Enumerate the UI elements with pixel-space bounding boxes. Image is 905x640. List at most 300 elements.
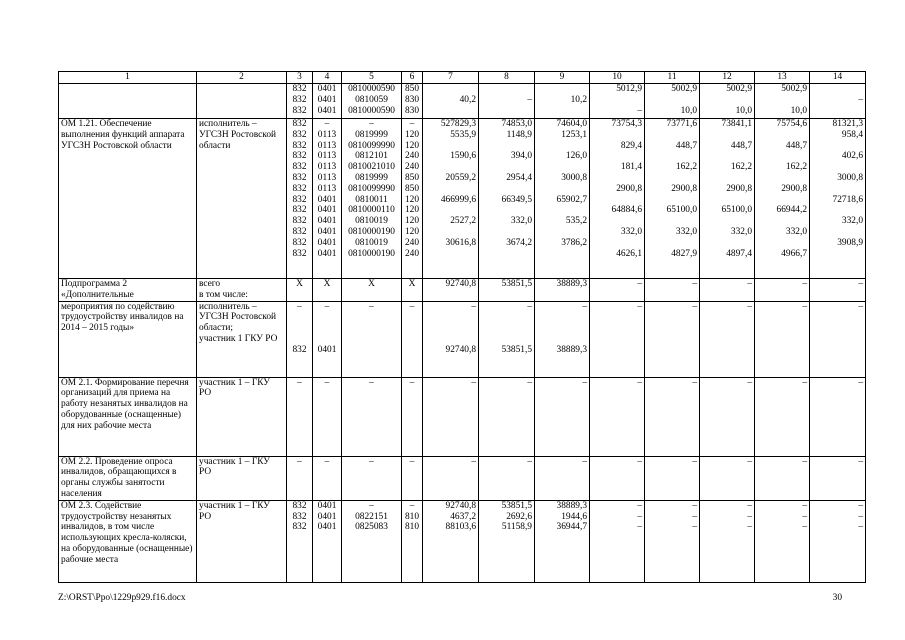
column-number-cell: 10: [590, 72, 645, 84]
cell-line: –: [637, 279, 642, 289]
cell-line: [647, 130, 697, 141]
cell-line: 832: [292, 194, 307, 205]
value-cell: [342, 279, 402, 302]
cell-line: 38889,3: [556, 500, 587, 511]
cell-line: 832: [292, 129, 307, 140]
cell-line: [647, 151, 697, 162]
cell-line: 65100,0: [721, 205, 752, 216]
value-cell: [402, 279, 423, 302]
cell-line: 0810000110: [348, 205, 395, 216]
cell-line: 3674,2: [506, 237, 532, 248]
cell-line: –: [692, 456, 697, 467]
value-cell: [810, 377, 866, 456]
cell-line: 810: [404, 522, 420, 533]
cell-line: –: [409, 119, 415, 129]
cell-line: [702, 173, 752, 184]
value-cell: [313, 119, 342, 279]
value-cell: [342, 456, 402, 500]
cell-line: 332,0: [841, 216, 863, 227]
cell-line: –: [747, 456, 752, 467]
cell-line: 65902,7: [556, 194, 587, 205]
value-cell: [479, 84, 535, 119]
cell-line: 40,2: [459, 94, 476, 105]
cell-line: [481, 141, 532, 152]
column-number-cell: 13: [755, 72, 810, 84]
cell-line: 0401: [317, 226, 337, 237]
value-cell: [313, 279, 342, 302]
cell-line: 120: [404, 140, 420, 151]
cell-line: 162,2: [675, 162, 697, 173]
cell-line: [647, 173, 697, 184]
cell-line: 0810000190: [348, 226, 395, 237]
value-cell: [645, 456, 700, 500]
cell-line: [481, 162, 532, 173]
column-number-row: [59, 72, 866, 84]
cell-line: 75754,6: [776, 119, 807, 129]
cell-line: 832: [292, 162, 307, 173]
cell-line: –: [527, 377, 532, 388]
cell-line: [481, 227, 532, 238]
cell-line: –: [747, 511, 752, 522]
cell-line: –: [692, 279, 697, 289]
cell-line: [592, 95, 642, 106]
cell-line: [592, 130, 642, 141]
cell-line: [592, 216, 642, 227]
cell-line: 829,4: [620, 140, 642, 151]
cell-line: 240: [404, 248, 420, 259]
cell-line: [289, 334, 310, 345]
cell-line: [537, 84, 587, 95]
cell-line: [592, 195, 642, 206]
cell-line: 120: [404, 129, 420, 140]
cell-line: 0401: [317, 522, 337, 533]
cell-line: 332,0: [620, 226, 642, 237]
cell-line: –: [637, 522, 642, 533]
value-cell: [590, 84, 645, 119]
value-cell: [402, 119, 423, 279]
cell-line: [537, 312, 587, 323]
cell-line: [812, 227, 863, 238]
value-cell: [423, 84, 479, 119]
cell-line: –: [802, 279, 807, 289]
cell-line: 3786,2: [561, 237, 587, 248]
cell-line: [481, 249, 532, 260]
cell-line: 3000,8: [561, 172, 587, 183]
cell-line: –: [802, 377, 807, 388]
cell-line: [481, 205, 532, 216]
cell-line: 181,4: [620, 162, 642, 173]
cell-line: –: [637, 456, 642, 467]
cell-line: 402,6: [841, 151, 863, 162]
cell-line: [757, 151, 807, 162]
value-cell: [590, 279, 645, 302]
cell-line: [425, 84, 476, 95]
cell-line: [757, 216, 807, 227]
cell-line: 2900,8: [781, 183, 807, 194]
cell-line: –: [637, 511, 642, 522]
value-cell: [287, 301, 313, 377]
cell-line: 3000,8: [837, 172, 863, 183]
cell-line: [812, 141, 863, 152]
cell-line: 832: [292, 84, 307, 94]
value-cell: [342, 84, 402, 119]
cell-line: –: [324, 119, 330, 129]
cell-line: –: [297, 301, 302, 312]
table-row: [59, 301, 866, 377]
cell-line: 51158,9: [501, 522, 532, 533]
value-cell: [402, 500, 423, 582]
table-row: [59, 500, 866, 582]
column-number-cell: 9: [535, 72, 590, 84]
cell-line: 850: [404, 172, 420, 183]
cell-line: 240: [404, 151, 420, 162]
cell-line: –: [471, 377, 476, 388]
cell-line: –: [692, 301, 697, 312]
executor-cell: участник 1 – ГКУ РО: [197, 377, 287, 456]
value-cell: [287, 84, 313, 119]
cell-line: –: [297, 456, 302, 467]
cell-line: 66944,2: [776, 205, 807, 216]
cell-line: [537, 227, 587, 238]
cell-line: 120: [404, 194, 420, 205]
cell-line: –: [297, 377, 302, 388]
cell-line: 2900,8: [616, 183, 642, 194]
cell-line: [425, 323, 476, 334]
cell-line: 0810000190: [348, 248, 395, 259]
cell-line: 2954,4: [506, 172, 532, 183]
cell-line: 832: [292, 119, 307, 129]
value-cell: [700, 119, 755, 279]
cell-line: –: [582, 377, 587, 388]
cell-line: –: [369, 500, 374, 511]
cell-line: 81321,3: [832, 119, 863, 129]
value-cell: [423, 377, 479, 456]
value-cell: [755, 456, 810, 500]
value-cell: [810, 84, 866, 119]
cell-line: –: [858, 522, 863, 533]
cell-line: 73841,1: [721, 119, 752, 129]
value-cell: [535, 500, 590, 582]
cell-line: 0401: [317, 216, 337, 227]
column-number-cell: 14: [810, 72, 866, 84]
column-number-cell: 12: [700, 72, 755, 84]
cell-line: –: [747, 522, 752, 533]
cell-line: X: [323, 279, 331, 289]
value-cell: [700, 456, 755, 500]
cell-line: 0113: [317, 183, 337, 194]
activity-name-cell: ОМ 2.3. Содействие трудоустройству незанятых инвалидов, в том числе использующих кресла-коляски, на оборудованные (оснащенные) рабочие места: [59, 500, 197, 582]
cell-line: –: [802, 511, 807, 522]
cell-line: 20559,2: [445, 172, 476, 183]
cell-line: –: [692, 500, 697, 511]
cell-line: [812, 106, 863, 117]
cell-line: 527829,3: [440, 119, 476, 129]
cell-line: [647, 95, 697, 106]
cell-line: –: [582, 456, 587, 467]
cell-line: [757, 238, 807, 249]
cell-line: –: [802, 301, 807, 312]
column-number-cell: 5: [342, 72, 402, 84]
cell-line: [757, 195, 807, 206]
cell-line: 832: [292, 500, 307, 511]
value-cell: [810, 301, 866, 377]
cell-line: [812, 249, 863, 260]
value-cell: [810, 456, 866, 500]
value-cell: [700, 84, 755, 119]
cell-line: –: [409, 301, 415, 312]
table-row: [59, 119, 866, 279]
cell-line: [647, 216, 697, 227]
cell-line: 120: [404, 205, 420, 216]
cell-line: 332,0: [675, 226, 697, 237]
cell-line: 1148,9: [506, 129, 532, 140]
cell-line: 832: [292, 172, 307, 183]
value-cell: [479, 279, 535, 302]
cell-line: [812, 184, 863, 195]
cell-line: 0810019: [355, 216, 388, 227]
value-cell: [342, 119, 402, 279]
cell-line: 74604,0: [556, 119, 587, 129]
cell-line: 394,0: [510, 151, 532, 162]
value-cell: [342, 301, 402, 377]
cell-line: [647, 195, 697, 206]
value-cell: [590, 456, 645, 500]
cell-line: 832: [292, 248, 307, 259]
cell-line: 5002,9: [781, 84, 807, 94]
cell-line: 448,7: [785, 140, 807, 151]
cell-line: –: [637, 301, 642, 312]
cell-line: [647, 238, 697, 249]
activity-name-cell: мероприятия по содействию трудоустройству инвалидов на 2014 – 2015 годы»: [59, 301, 197, 377]
cell-line: –: [858, 94, 863, 105]
cell-line: 0401: [317, 511, 337, 522]
cell-line: 0401: [317, 205, 337, 216]
column-number-cell: 7: [423, 72, 479, 84]
cell-line: –: [858, 456, 863, 467]
cell-line: 850: [404, 84, 420, 94]
cell-line: 92740,8: [445, 500, 476, 511]
table-row: [59, 84, 866, 119]
cell-line: 10,0: [680, 105, 697, 116]
cell-line: 830: [404, 105, 420, 116]
value-cell: [645, 84, 700, 119]
value-cell: [590, 500, 645, 582]
cell-line: –: [409, 500, 415, 511]
value-cell: [423, 279, 479, 302]
cell-line: [537, 184, 587, 195]
cell-line: –: [692, 377, 697, 388]
value-cell: [313, 456, 342, 500]
cell-line: [812, 205, 863, 216]
cell-line: 0810000590: [348, 105, 395, 116]
cell-line: [481, 106, 532, 117]
value-cell: [287, 377, 313, 456]
cell-line: 0810099990: [348, 183, 395, 194]
cell-line: 832: [292, 511, 307, 522]
cell-line: 958,4: [841, 129, 863, 140]
cell-line: 53851,5: [501, 279, 532, 289]
cell-line: –: [858, 500, 863, 511]
value-cell: [590, 301, 645, 377]
cell-line: 0401: [317, 105, 337, 116]
cell-line: –: [747, 301, 752, 312]
cell-line: 0810099990: [348, 140, 395, 151]
budget-table: [58, 71, 866, 583]
cell-line: [425, 312, 476, 323]
cell-line: –: [324, 456, 330, 467]
value-cell: [535, 119, 590, 279]
value-cell: [479, 301, 535, 377]
value-cell: [313, 301, 342, 377]
cell-line: –: [369, 456, 374, 467]
value-cell: [479, 500, 535, 582]
value-cell: [810, 279, 866, 302]
cell-line: –: [369, 377, 374, 388]
cell-line: 1590,6: [450, 151, 476, 162]
cell-line: 5012,9: [616, 84, 642, 94]
cell-line: [425, 205, 476, 216]
cell-line: 0810019: [355, 237, 388, 248]
cell-line: 0810000590: [348, 84, 395, 94]
cell-line: 10,2: [570, 94, 587, 105]
cell-line: 4827,9: [671, 248, 697, 259]
cell-line: 74853,0: [501, 119, 532, 129]
cell-line: [425, 249, 476, 260]
cell-line: 0810059: [355, 94, 388, 105]
cell-line: X: [408, 279, 416, 289]
cell-line: [702, 238, 752, 249]
cell-line: 4626,1: [616, 248, 642, 259]
cell-line: 0401: [317, 194, 337, 205]
cell-line: 73771,6: [666, 119, 697, 129]
cell-line: 832: [292, 237, 307, 248]
cell-line: [812, 84, 863, 95]
cell-line: 120: [404, 226, 420, 237]
value-cell: [755, 84, 810, 119]
executor-cell: участник 1 – ГКУ РО: [197, 500, 287, 582]
cell-line: 832: [292, 205, 307, 216]
cell-line: [481, 312, 532, 323]
column-number-cell: 2: [197, 72, 287, 84]
cell-line: [425, 141, 476, 152]
cell-line: [812, 162, 863, 173]
cell-line: –: [409, 377, 415, 388]
value-cell: [535, 84, 590, 119]
cell-line: 2527,2: [450, 216, 476, 227]
cell-line: 0113: [317, 129, 337, 140]
cell-line: –: [802, 522, 807, 533]
cell-line: 0401: [317, 94, 337, 105]
cell-line: –: [369, 301, 374, 312]
cell-line: 10,0: [735, 105, 752, 116]
value-cell: [755, 377, 810, 456]
cell-line: 832: [292, 94, 307, 105]
value-cell: [700, 301, 755, 377]
value-cell: [287, 119, 313, 279]
cell-line: 38889,3: [556, 344, 587, 355]
value-cell: [590, 377, 645, 456]
cell-line: –: [369, 119, 374, 129]
activity-name-cell: [59, 84, 197, 119]
cell-line: 10,0: [790, 105, 807, 116]
column-number-cell: 8: [479, 72, 535, 84]
cell-line: 92740,8: [445, 279, 476, 289]
cell-line: [702, 195, 752, 206]
cell-line: 832: [292, 105, 307, 116]
cell-line: 2900,8: [671, 183, 697, 194]
cell-line: 0825083: [355, 522, 388, 533]
cell-line: –: [747, 279, 752, 289]
cell-line: [481, 184, 532, 195]
value-cell: [313, 84, 342, 119]
executor-cell: исполнитель – УГСЗН Ростовской области: [197, 119, 287, 279]
cell-line: 162,2: [785, 162, 807, 173]
value-cell: [535, 301, 590, 377]
cell-line: –: [747, 500, 752, 511]
cell-line: [425, 184, 476, 195]
cell-line: –: [802, 456, 807, 467]
column-number-cell: 6: [402, 72, 423, 84]
value-cell: [479, 456, 535, 500]
cell-line: –: [802, 500, 807, 511]
cell-line: 5002,9: [671, 84, 697, 94]
value-cell: [590, 119, 645, 279]
cell-line: 332,0: [785, 226, 807, 237]
value-cell: [423, 301, 479, 377]
cell-line: [537, 162, 587, 173]
cell-line: –: [527, 301, 532, 312]
cell-line: 0401: [317, 84, 337, 94]
cell-line: 0113: [317, 172, 337, 183]
cell-line: [537, 106, 587, 117]
cell-line: –: [527, 456, 532, 467]
column-number-cell: 1: [59, 72, 197, 84]
value-cell: [423, 119, 479, 279]
cell-line: –: [858, 511, 863, 522]
value-cell: [755, 500, 810, 582]
value-cell: [402, 301, 423, 377]
cell-line: 0401: [317, 344, 337, 355]
cell-line: –: [582, 301, 587, 312]
column-number-cell: 11: [645, 72, 700, 84]
cell-line: –: [637, 377, 642, 388]
value-cell: [287, 456, 313, 500]
cell-line: –: [471, 456, 476, 467]
cell-line: [315, 323, 339, 334]
cell-line: [702, 95, 752, 106]
cell-line: 36944,7: [556, 522, 587, 533]
cell-line: 53851,5: [501, 500, 532, 511]
file-path-footer: Z:\ORST\Ppo\1229p929.f16.docx: [58, 593, 186, 603]
cell-line: 240: [404, 237, 420, 248]
value-cell: [535, 279, 590, 302]
cell-line: 830: [404, 94, 420, 105]
cell-line: [537, 141, 587, 152]
cell-line: 2900,8: [726, 183, 752, 194]
cell-line: [425, 227, 476, 238]
cell-line: 66349,5: [501, 194, 532, 205]
cell-line: 810: [404, 511, 420, 522]
value-cell: [810, 500, 866, 582]
cell-line: 0819999: [355, 172, 388, 183]
cell-line: –: [858, 279, 863, 289]
cell-line: [481, 334, 532, 345]
cell-line: [481, 323, 532, 334]
value-cell: [755, 119, 810, 279]
cell-line: 120: [404, 216, 420, 227]
cell-line: 832: [292, 216, 307, 227]
cell-line: 0401: [317, 237, 337, 248]
